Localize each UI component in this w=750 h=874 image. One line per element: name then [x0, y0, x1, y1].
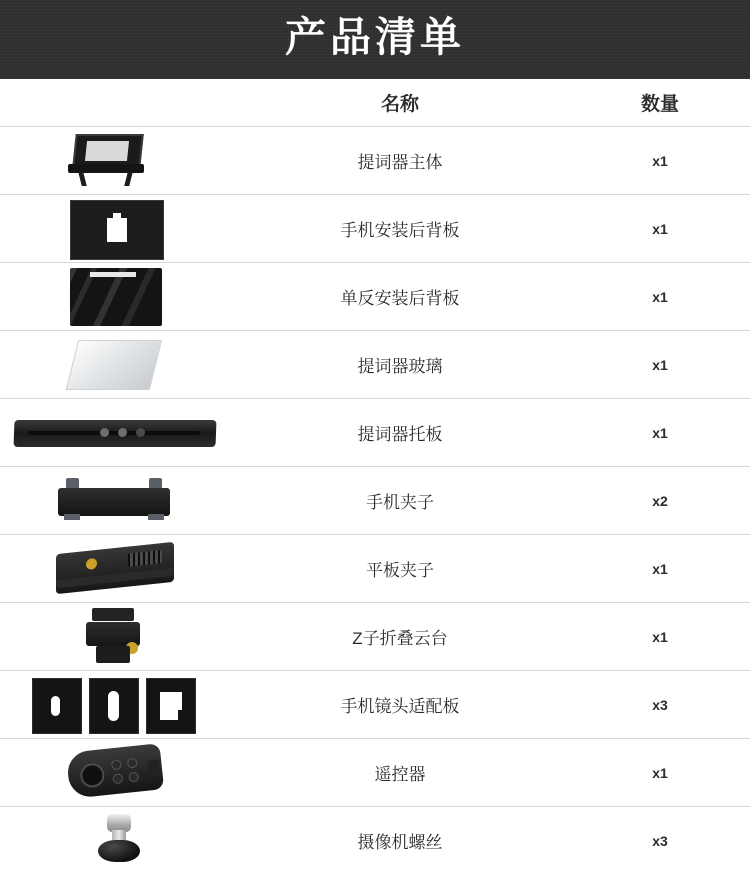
dslr-mount-backplate-image: [10, 266, 220, 328]
table-header: [0, 79, 750, 127]
camera-screw-image: [10, 810, 220, 872]
product-qty: x1: [570, 127, 750, 195]
product-qty: x1: [570, 535, 750, 603]
table-row: [0, 807, 750, 874]
product-qty: x1: [570, 263, 750, 331]
z-head-art: [84, 608, 144, 666]
phone-mount-backplate-image: [10, 198, 220, 260]
table-row: [0, 195, 750, 263]
table-row: [0, 467, 750, 535]
table-row: [0, 535, 750, 603]
dslr-backplate-art: [70, 268, 162, 326]
column-header-qty: 数量: [570, 79, 750, 127]
product-image-cell: [0, 807, 230, 874]
column-header-name: 名称: [230, 79, 570, 127]
table-body: [0, 127, 750, 874]
phone-clamp-art: [58, 478, 170, 522]
remote-art: [66, 743, 164, 799]
table-row: [0, 603, 750, 671]
product-image-cell: [0, 603, 230, 671]
z-folding-head-image: [10, 606, 220, 668]
glass-art: [66, 340, 162, 390]
tablet-clamp-image: [10, 538, 220, 600]
product-name: 提词器主体: [230, 127, 570, 195]
phone-clamp-image: [10, 470, 220, 532]
product-qty: x1: [570, 399, 750, 467]
product-name: 平板夹子: [230, 535, 570, 603]
product-name: 摄像机螺丝: [230, 807, 570, 874]
product-qty: x3: [570, 807, 750, 874]
adapter-plates-art: [32, 678, 198, 732]
product-name: 提词器托板: [230, 399, 570, 467]
table-row: [0, 399, 750, 467]
teleprompter-body-image: [10, 130, 220, 192]
product-list-table: [0, 79, 750, 874]
product-image-cell: [0, 739, 230, 807]
tablet-clamp-art: [56, 541, 174, 593]
phone-backplate-art: [70, 200, 164, 260]
table-row: [0, 671, 750, 739]
product-qty: x1: [570, 331, 750, 399]
product-name: 手机夹子: [230, 467, 570, 535]
table-row: [0, 331, 750, 399]
product-qty: x1: [570, 603, 750, 671]
support-plate-art: [14, 420, 217, 447]
product-name: Z子折叠云台: [230, 603, 570, 671]
teleprompter-support-plate-image: [10, 402, 220, 464]
table-row: [0, 263, 750, 331]
product-image-cell: [0, 331, 230, 399]
column-header-image: [0, 79, 230, 127]
product-image-cell: [0, 467, 230, 535]
product-image-cell: [0, 195, 230, 263]
table-row: [0, 739, 750, 807]
product-image-cell: [0, 671, 230, 739]
product-image-cell: [0, 127, 230, 195]
phone-lens-adapter-plate-image: [10, 674, 220, 736]
product-qty: x1: [570, 739, 750, 807]
page-header-banner: [0, 0, 750, 79]
product-image-cell: [0, 263, 230, 331]
product-name: 单反安装后背板: [230, 263, 570, 331]
product-qty: x1: [570, 195, 750, 263]
screw-art: [98, 814, 140, 868]
page-title: 产品清单: [285, 17, 465, 62]
product-image-cell: [0, 535, 230, 603]
product-name: 手机安装后背板: [230, 195, 570, 263]
product-name: 遥控器: [230, 739, 570, 807]
table-header-row: [0, 79, 750, 127]
teleprompter-body-art: [68, 134, 144, 188]
remote-control-image: [10, 742, 220, 804]
teleprompter-glass-image: [10, 334, 220, 396]
product-name: 提词器玻璃: [230, 331, 570, 399]
product-image-cell: [0, 399, 230, 467]
product-qty: x3: [570, 671, 750, 739]
table-row: [0, 127, 750, 195]
product-qty: x2: [570, 467, 750, 535]
product-name: 手机镜头适配板: [230, 671, 570, 739]
